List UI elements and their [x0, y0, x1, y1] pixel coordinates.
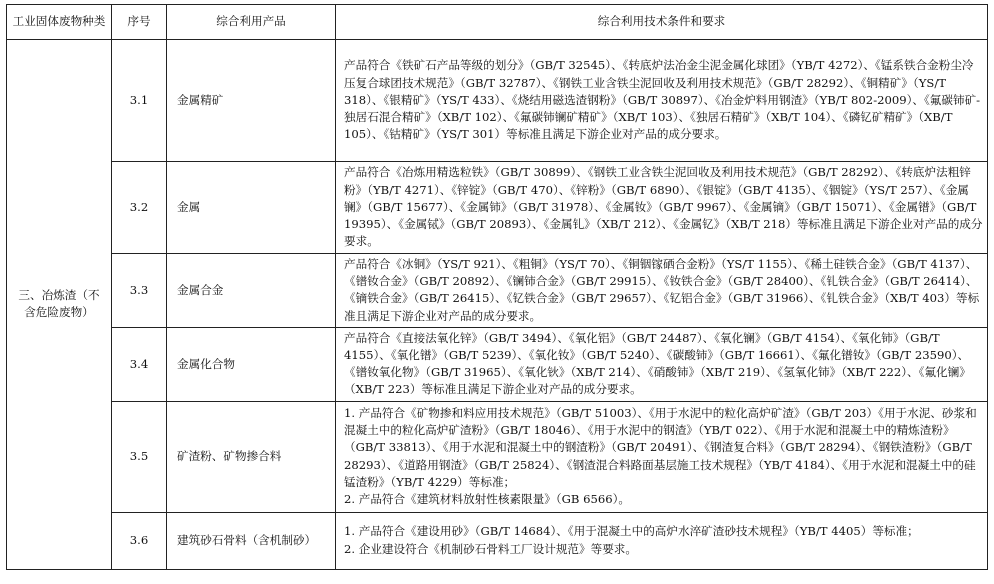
category-value: 三、冶炼渣（不含危险废物）	[18, 288, 100, 320]
requirement-text: 产品符合《直接法氧化锌》（GB/T 3494）、《氧化铝》（GB/T 24487）、《氧化镧》（GB/T 4154）、《氧化铈》（GB/T 4155）、《氧化镨》（GB/T 5239）、《氧化钕》（GB/T 5240）、《碳酸铈》（GB/T 16661）、《氟化镨钕》（GB/T 23590）、《镨钕氧化物》（GB/T 31965）、《氧化钬》（XB/T 214）、《硝酸铈》（XB/T 219）、《氢氧化铈》（XB/T 222）、《氟化镧》（XB/T 223）等标准且满足下游企业对产品的成分要求。	[344, 330, 971, 397]
requirement-text: 产品符合《冰铜》（YS/T 921）、《粗铜》（YS/T 70）、《铜铟镓硒合金粉》（YS/T 1155）、《稀土硅铁合金》（GB/T 4137）、《镨钕合金》（GB/T 20892）、《镧铈合金》（GB/T 29915）、《钕铁合金》（GB/T 28400）、《钆铁合金》（GB/T 26414）、《镝铁合金》（GB/T 26415）、《钇铁合金》（GB/T 29657）、《钇铝合金》（GB/T 31966）、《钆铁合金》（XB/T 403）等标准且满足下游企业对产品的成分要求。	[344, 257, 980, 323]
table-row	[7, 254, 988, 328]
row-number: 3.5	[112, 401, 167, 512]
table-row	[7, 512, 988, 569]
row-product: 矿渣粉、矿物掺合料	[167, 401, 336, 512]
requirement-text: 产品符合《铁矿石产品等级的划分》（GB/T 32545）、《转底炉法冶金尘泥金属化球团》（YB/T 4272）、《锰系铁合金粉尘冷压复合球团技术规范》（GB/T 32787）、《钢铁工业含铁尘泥回收及利用技术规范》（GB/T 28292）、《铜精矿》（YS/T 318）、《银精矿》（YS/T 433）、《烧结用磁选渣钢粉》（GB/T 30897）、《冶金炉料用钢渣》（YB/T 802-2009）、《氟碳铈矿-独居石混合精矿》（XB/T 102）、《氟碳铈镧矿精矿》（XB/T 103）、《独居石精矿》（XB/T 104）、《磷钇矿精矿》（XB/T 105）、《钴精矿》（YS/T 301）等标准且满足下游企业对产品的成分要求。	[344, 58, 981, 142]
row-number: 3.4	[112, 327, 167, 401]
row-requirement	[336, 40, 988, 162]
header-product: 综合利用产品	[167, 5, 336, 40]
requirement-item-1: 1. 产品符合《矿物掺和料应用技术规范》（GB/T 51003）、《用于水泥中的粒化高炉矿渣》（GB/T 203）《用于水泥、砂浆和混凝土中的粒化高炉矿渣粉》（GB/T 18046）、《用于水泥中的钢渣》（YB/T 022）、《用于水泥和混凝土中的精炼渣粉》（GB/T 33813）、《用于水泥和混凝土中的钢渣粉》（GB/T 20491）、《钢渣复合料》（GB/T 28294）、《钢铁渣粉》（GB/T 28293）、《道路用钢渣》（GB/T 25824）、《钢渣混合料路面基层施工技术规程》（YB/T 4184）、《用于水泥和混凝土中的硅锰渣粉》（YB/T 4229）等标准；	[344, 406, 977, 489]
table-row	[7, 401, 988, 512]
table-header-row	[7, 5, 988, 40]
table-row	[7, 162, 988, 254]
row-product: 建筑砂石骨料（含机制砂）	[167, 512, 336, 569]
row-requirement	[336, 254, 988, 328]
row-number: 3.2	[112, 162, 167, 254]
standards-table	[6, 4, 988, 570]
requirement-item-1: 1. 产品符合《建设用砂》（GB/T 14684）、《用于混凝土中的高炉水淬矿渣砂技术规程》（YB/T 4405）等标准；	[344, 524, 919, 539]
header-number: 序号	[112, 5, 167, 40]
row-requirement	[336, 162, 988, 254]
row-number: 3.3	[112, 254, 167, 328]
row-number: 3.6	[112, 512, 167, 569]
requirement-item-2: 2. 产品符合《建筑材料放射性核素限量》（GB 6566）。	[344, 492, 630, 507]
row-requirement	[336, 401, 988, 512]
table-row	[7, 40, 988, 162]
requirement-item-2: 2. 企业建设符合《机制砂石骨料工厂设计规范》等要求。	[344, 541, 637, 556]
row-requirement	[336, 327, 988, 401]
requirement-text: 产品符合《冶炼用精选粒铁》（GB/T 30899）、《钢铁工业含铁尘泥回收及利用技术规范》（GB/T 28292）、《转底炉法粗锌粉》（YB/T 4271）、《锌锭》（GB/T 470）、《锌粉》（GB/T 6890）、《银锭》（GB/T 4135）、《铟锭》（YS/T 257）、《金属镧》（GB/T 15677）、《金属铈》（GB/T 31978）、《金属钕》（GB/T 9967）、《金属镝》（GB/T 15071）、《金属镨》（GB/T 19395）、《金属铽》（GB/T 20893）、《金属钆》（XB/T 212）、《金属钇》（XB/T 218）等标准且满足下游企业对产品的成分要求。	[344, 165, 983, 249]
row-product: 金属	[167, 162, 336, 254]
row-requirement	[336, 512, 988, 569]
row-product: 金属合金	[167, 254, 336, 328]
header-requirement: 综合利用技术条件和要求	[336, 5, 988, 40]
table-row	[7, 327, 988, 401]
header-category: 工业固体废物种类	[7, 5, 112, 40]
row-product: 金属精矿	[167, 40, 336, 162]
row-product: 金属化合物	[167, 327, 336, 401]
row-number: 3.1	[112, 40, 167, 162]
category-cell	[7, 40, 112, 570]
